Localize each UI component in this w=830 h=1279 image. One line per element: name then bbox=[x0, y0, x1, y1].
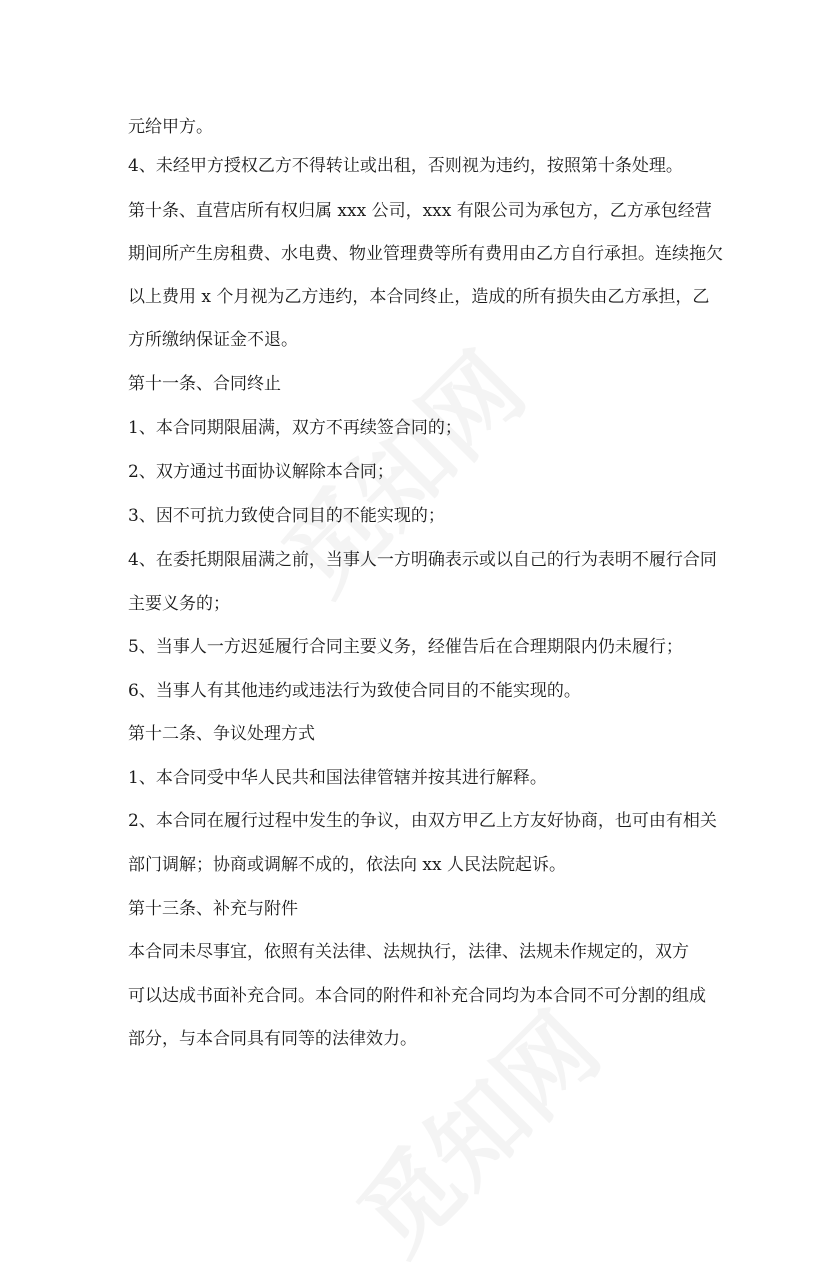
text-line: 4、在委托期限届满之前，当事人一方明确表示或以自己的行为表明不履行合同 bbox=[128, 550, 717, 570]
section-heading: 第十二条、争议处理方式 bbox=[128, 724, 315, 744]
text-line: 期间所产生房租费、水电费、物业管理费等所有费用由乙方自行承担。连续拖欠 bbox=[128, 244, 723, 264]
text-line: 以上费用 x 个月视为乙方违约，本合同终止，造成的所有损失由乙方承担，乙 bbox=[128, 287, 710, 307]
text-line: 主要义务的； bbox=[128, 594, 230, 614]
text-line: 1、本合同期限届满，双方不再续签合同的； bbox=[128, 418, 462, 438]
text-line: 部门调解；协商或调解不成的，依法向 xx 人民法院起诉。 bbox=[128, 855, 566, 875]
text-line: 本合同未尽事宜，依照有关法律、法规执行，法律、法规未作规定的，双方 bbox=[128, 942, 689, 962]
text-line: 1、本合同受中华人民共和国法律管辖并按其进行解释。 bbox=[128, 768, 547, 788]
text-line: 可以达成书面补充合同。本合同的附件和补充合同均为本合同不可分割的组成 bbox=[128, 986, 706, 1006]
text-line: 2、本合同在履行过程中发生的争议，由双方甲乙上方友好协商，也可由有相关 bbox=[128, 811, 717, 831]
text-line: 2、双方通过书面协议解除本合同； bbox=[128, 462, 394, 482]
section-heading: 第十三条、补充与附件 bbox=[128, 899, 298, 919]
text-line: 部分，与本合同具有同等的法律效力。 bbox=[128, 1029, 417, 1049]
text-line: 方所缴纳保证金不退。 bbox=[128, 330, 298, 350]
text-line: 6、当事人有其他违约或违法行为致使合同目的不能实现的。 bbox=[128, 681, 581, 701]
watermark bbox=[324, 978, 625, 1279]
text-line: 5、当事人一方迟延履行合同主要义务，经催告后在合理期限内仍未履行； bbox=[128, 637, 683, 657]
text-line: 第十条、直营店所有权归属 xxx 公司，xxx 有限公司为承包方，乙方承包经营 bbox=[128, 201, 712, 221]
section-heading: 第十一条、合同终止 bbox=[128, 374, 281, 394]
text-line: 4、未经甲方授权乙方不得转让或出租，否则视为违约，按照第十条处理。 bbox=[128, 156, 683, 176]
text-line: 元给甲方。 bbox=[128, 117, 213, 137]
text-line: 3、因不可抗力致使合同目的不能实现的； bbox=[128, 506, 445, 526]
